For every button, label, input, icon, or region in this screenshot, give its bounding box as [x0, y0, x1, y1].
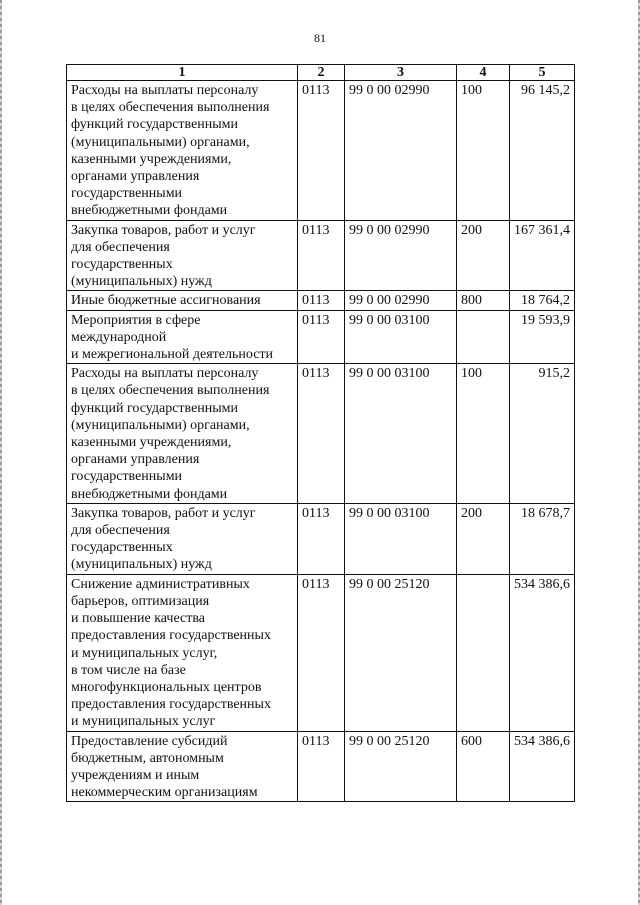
amount-cell: 167 361,4 — [510, 220, 575, 291]
table-row — [67, 291, 575, 310]
expense-name-cell: Расходы на выплаты персоналу в целях обеспечения выполнения функций государственными (муниципальными) органами, казенными учреждениями, органами управления государственными внебюджетными фондами — [67, 364, 298, 504]
table-row — [67, 81, 575, 221]
header-col-2: 2 — [298, 65, 345, 81]
expense-name-cell: Снижение административных барьеров, оптимизация и повышение качества предоставления государственных и муниципальных услуг, в том числе на базе многофункциональных центров предоставления государственных и муниципальных услуг — [67, 574, 298, 731]
expense-type-cell: 600 — [457, 731, 510, 802]
table-row — [67, 574, 575, 731]
table-row — [67, 731, 575, 802]
table-row — [67, 220, 575, 291]
expense-type-cell: 800 — [457, 291, 510, 310]
table-row — [67, 364, 575, 504]
expense-name-cell: Расходы на выплаты персоналу в целях обеспечения выполнения функций государственными (муниципальными) органами, казенными учреждениями, органами управления государственными внебюджетными фондами — [67, 81, 298, 221]
expense-name-cell: Закупка товаров, работ и услуг для обеспечения государственных (муниципальных) нужд — [67, 220, 298, 291]
table-body — [67, 81, 575, 802]
section-code-cell: 0113 — [298, 291, 345, 310]
amount-cell: 534 386,6 — [510, 731, 575, 802]
page-left-edge — [0, 0, 2, 905]
amount-cell: 534 386,6 — [510, 574, 575, 731]
section-code-cell: 0113 — [298, 731, 345, 802]
section-code-cell: 0113 — [298, 574, 345, 731]
expense-type-cell — [457, 574, 510, 731]
amount-cell: 96 145,2 — [510, 81, 575, 221]
header-col-4: 4 — [457, 65, 510, 81]
expense-type-cell: 200 — [457, 503, 510, 574]
target-article-cell: 99 0 00 03100 — [345, 310, 457, 364]
table-header-row — [67, 65, 575, 81]
expense-name-cell: Мероприятия в сфере международной и межрегиональной деятельности — [67, 310, 298, 364]
expense-type-cell — [457, 310, 510, 364]
section-code-cell: 0113 — [298, 310, 345, 364]
expense-name-cell: Иные бюджетные ассигнования — [67, 291, 298, 310]
target-article-cell: 99 0 00 03100 — [345, 503, 457, 574]
target-article-cell: 99 0 00 02990 — [345, 220, 457, 291]
header-col-5: 5 — [510, 65, 575, 81]
section-code-cell: 0113 — [298, 81, 345, 221]
page-number: 81 — [314, 31, 326, 45]
expense-name-cell: Предоставление субсидий бюджетным, автономным учреждениям и иным некоммерческим организациям — [67, 731, 298, 802]
expense-type-cell: 100 — [457, 364, 510, 504]
expense-name-cell: Закупка товаров, работ и услуг для обеспечения государственных (муниципальных) нужд — [67, 503, 298, 574]
expense-type-cell: 100 — [457, 81, 510, 221]
target-article-cell: 99 0 00 03100 — [345, 364, 457, 504]
target-article-cell: 99 0 00 25120 — [345, 574, 457, 731]
header-col-1: 1 — [67, 65, 298, 81]
table-row — [67, 310, 575, 364]
budget-table — [66, 64, 575, 802]
table-row — [67, 503, 575, 574]
amount-cell: 18 678,7 — [510, 503, 575, 574]
section-code-cell: 0113 — [298, 220, 345, 291]
amount-cell: 19 593,9 — [510, 310, 575, 364]
target-article-cell: 99 0 00 25120 — [345, 731, 457, 802]
amount-cell: 18 764,2 — [510, 291, 575, 310]
section-code-cell: 0113 — [298, 503, 345, 574]
section-code-cell: 0113 — [298, 364, 345, 504]
target-article-cell: 99 0 00 02990 — [345, 81, 457, 221]
amount-cell: 915,2 — [510, 364, 575, 504]
target-article-cell: 99 0 00 02990 — [345, 291, 457, 310]
expense-type-cell: 200 — [457, 220, 510, 291]
header-col-3: 3 — [345, 65, 457, 81]
